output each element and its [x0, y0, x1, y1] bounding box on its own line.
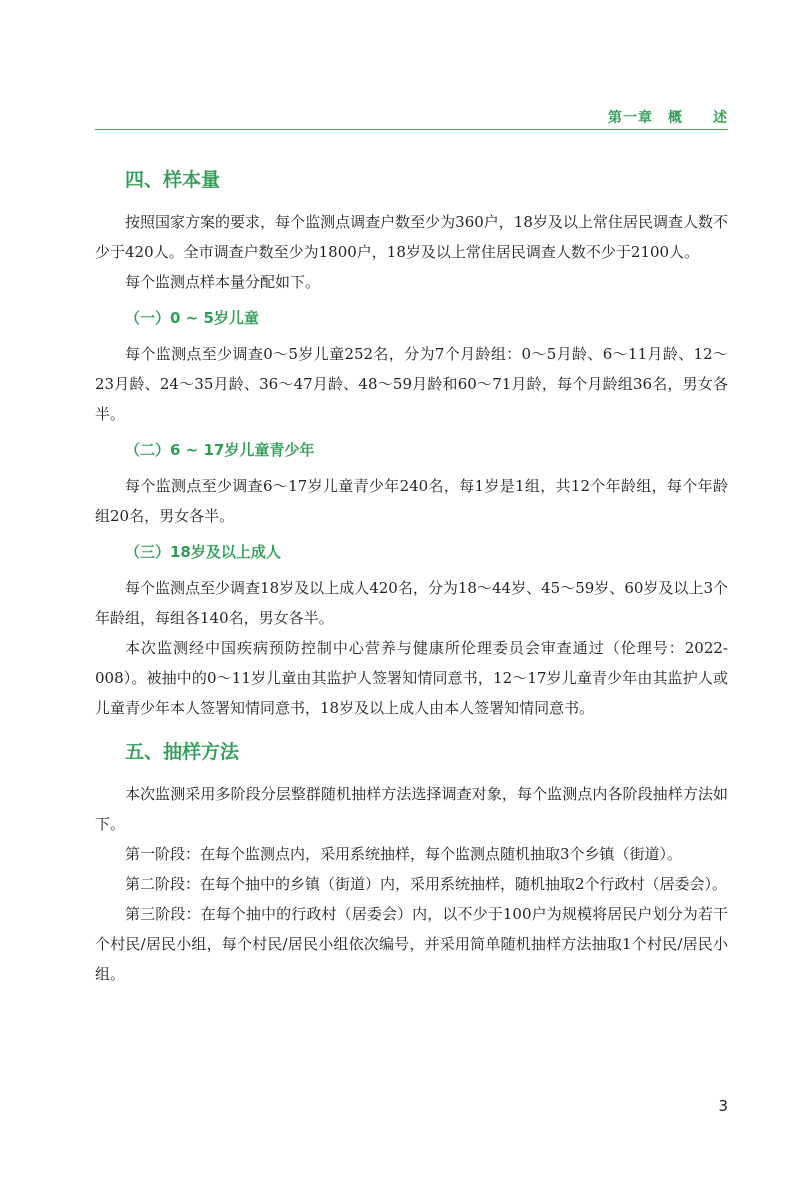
- paragraph: 按照国家方案的要求，每个监测点调查户数至少为360户，18岁及以上常住居民调查人数不少于420人。全市调查户数至少为1800户，18岁及以上常住居民调查人数不少于2100人。: [95, 213, 728, 261]
- section: [95, 737, 728, 989]
- paragraph: 每个监测点至少调查18岁及以上成人420名，分为18～44岁、45～59岁、60岁及以上3个年龄组，每组各140名，男女各半。: [95, 579, 728, 627]
- subsection: [95, 305, 728, 429]
- paragraph: 每个监测点样本量分配如下。: [125, 273, 321, 291]
- running-head: [95, 107, 728, 130]
- paragraph: 第一阶段：在每个监测点内，采用系统抽样，每个监测点随机抽取3个乡镇（街道）。: [125, 845, 683, 863]
- page-number: 3: [718, 1097, 728, 1115]
- subsection-title: （二）6 ~ 17岁儿童青少年: [125, 441, 315, 459]
- running-head-title: 第一章 概 述: [608, 110, 728, 126]
- section-title: 四、样本量: [125, 169, 221, 191]
- subsection-title: （三）18岁及以上成人: [125, 543, 281, 561]
- subsection: [95, 539, 728, 723]
- subsection: [95, 437, 728, 531]
- page-content: [95, 165, 728, 989]
- paragraph: 每个监测点至少调查6～17岁儿童青少年240名，每1岁是1组，共12个年龄组，每个年龄组20名，男女各半。: [95, 477, 728, 525]
- paragraph: 每个监测点至少调查0～5岁儿童252名，分为7个月龄组：0～5月龄、6～11月龄、12～23月龄、24～35月龄、36～47月龄、48～59月龄和60～71月龄，每个月龄组36名，男女各半。: [95, 345, 728, 423]
- subsection-title: （一）0 ~ 5岁儿童: [125, 309, 259, 327]
- section-title: 五、抽样方法: [125, 741, 240, 763]
- paragraph: 本次监测经中国疾病预防控制中心营养与健康所伦理委员会审查通过（伦理号：2022-008）。被抽中的0～11岁儿童由其监护人签署知情同意书，12～17岁儿童青少年由其监护人或儿童青少年本人签署知情同意书，18岁及以上成人由本人签署知情同意书。: [95, 639, 728, 717]
- paragraph: 第三阶段：在每个抽中的行政村（居委会）内，以不少于100户为规模将居民户划分为若干个村民/居民小组，每个村民/居民小组依次编号，并采用简单随机抽样方法抽取1个村民/居民小组。: [95, 905, 728, 983]
- paragraph: 第二阶段：在每个抽中的乡镇（街道）内，采用系统抽样，随机抽取2个行政村（居委会）。: [125, 875, 728, 893]
- paragraph: 本次监测采用多阶段分层整群随机抽样方法选择调查对象，每个监测点内各阶段抽样方法如下。: [95, 785, 728, 833]
